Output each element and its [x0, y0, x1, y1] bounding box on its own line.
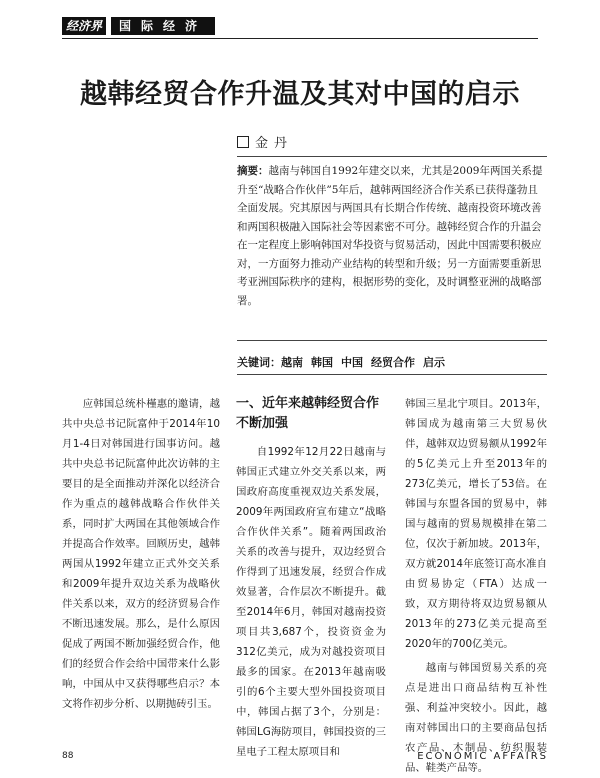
body-paragraph: 韩国三星北宁项目。2013年，韩国成为越南第三大贸易伙伴，越韩双边贸易额从1992年的5亿美元上升至2013年的273亿美元，增长了53倍。在韩国与东盟各国的贸易中，韩国与越南的贸易规模排在第二位，仅次于新加坡。2013年，双方就2014年底签订高水准自由贸易协定（FTA）达成一致，双方期待将双边贸易额从2013年的273亿美元提高至2020年的700亿美元。 — [405, 398, 547, 650]
keyword: 中国 — [341, 356, 363, 369]
section-label: 国际经济 — [111, 17, 215, 35]
body-column-2 — [236, 394, 386, 762]
page-number: 88 — [62, 751, 74, 761]
keyword: 越南 — [281, 356, 303, 369]
header-rule — [62, 38, 538, 39]
journal-brand: 经济界 — [62, 17, 106, 35]
abstract-top-rule — [237, 156, 547, 157]
abstract-bottom-rule — [237, 340, 547, 341]
body-paragraph: 自1992年12月22日越南与韩国正式建立外交关系以来，两国政府高度重视双边关系发展，2009年两国政府宣布建立“战略合作伙伴关系”。随着两国政治关系的改善与提升，双边经贸合作得到了迅速发展，经贸合作成效显著，合作层次不断提升。截至2014年6月，韩国对越南投资项目共3,687个，投资资金为312亿美元，成为对越投资项目最多的国家。在2013年越南吸引的6个主要大型外国投资项目中，韩国占据了3个，分别是：韩国LG海防项目，韩国投资的三星电子工程太原项目和 — [236, 446, 386, 758]
keywords-rule — [237, 374, 547, 375]
keywords — [237, 354, 445, 370]
abstract — [237, 162, 547, 310]
keywords-label: 关键词： — [237, 356, 281, 369]
section-heading: 一、近年来越韩经贸合作不断加强 — [236, 396, 380, 431]
journal-header — [62, 16, 215, 36]
journal-name: ECONOMIC AFFAIRS — [417, 751, 548, 762]
author-marker-icon — [237, 136, 249, 148]
author-name: 金丹 — [255, 136, 294, 151]
article-title: 越韩经贸合作升温及其对中国的启示 — [80, 79, 520, 110]
body-paragraph: 应韩国总统朴槿惠的邀请，越共中央总书记阮富仲于2014年10月1-4日对韩国进行国事访问。越共中央总书记阮富仲此次访韩的主要目的是全面推动并深化以经济合作为重点的越韩战略合作伙伴关系，同时扩大两国在其他领域合作并提高合作效率。回顾历史，越韩两国从1992年建立正式外交关系和2009年提升双边关系为战略伙伴关系以来，双方的经济贸易合作不断迅速发展。那么，是什么原因促成了两国不断加强经贸合作，他们的经贸合作会给中国带来什么影响，中国从中又获得哪些启示？本文将作初步分析、以期抛砖引玉。 — [62, 398, 220, 710]
keyword: 韩国 — [311, 356, 333, 369]
keyword: 经贸合作 — [371, 356, 415, 369]
abstract-text: 越南与韩国自1992年建交以来，尤其是2009年两国关系提升至“战略合作伙伴”5年后，越韩两国经济合作关系已获得蓬勃且全面发展。究其原因与两国具有长期合作传统、越南投资环境改善和两国积极融入国际社会等因素密不可分。越韩经贸合作的升温会在一定程度上影响韩国对华投资与贸易活动，因此中国需要积极应对，一方面努力推动产业结构的转型和升级；另一方面需要重新思考亚洲国际秩序的建构，根据形势的变化，及时调整亚洲的战略部署。 — [237, 165, 543, 307]
body-column-1 — [62, 394, 220, 714]
abstract-label: 摘要： — [237, 165, 269, 177]
author-line — [237, 132, 293, 151]
body-paragraph: 越南与韩国贸易关系的亮点是进出口商品结构互补性强、利益冲突较小。因此，越南对韩国出口的主要商品包括农产品、木制品、纺织服装品、鞋类产品等。 — [405, 662, 547, 774]
page-footer — [62, 751, 548, 762]
keyword: 启示 — [423, 356, 445, 369]
body-column-3 — [405, 394, 547, 778]
